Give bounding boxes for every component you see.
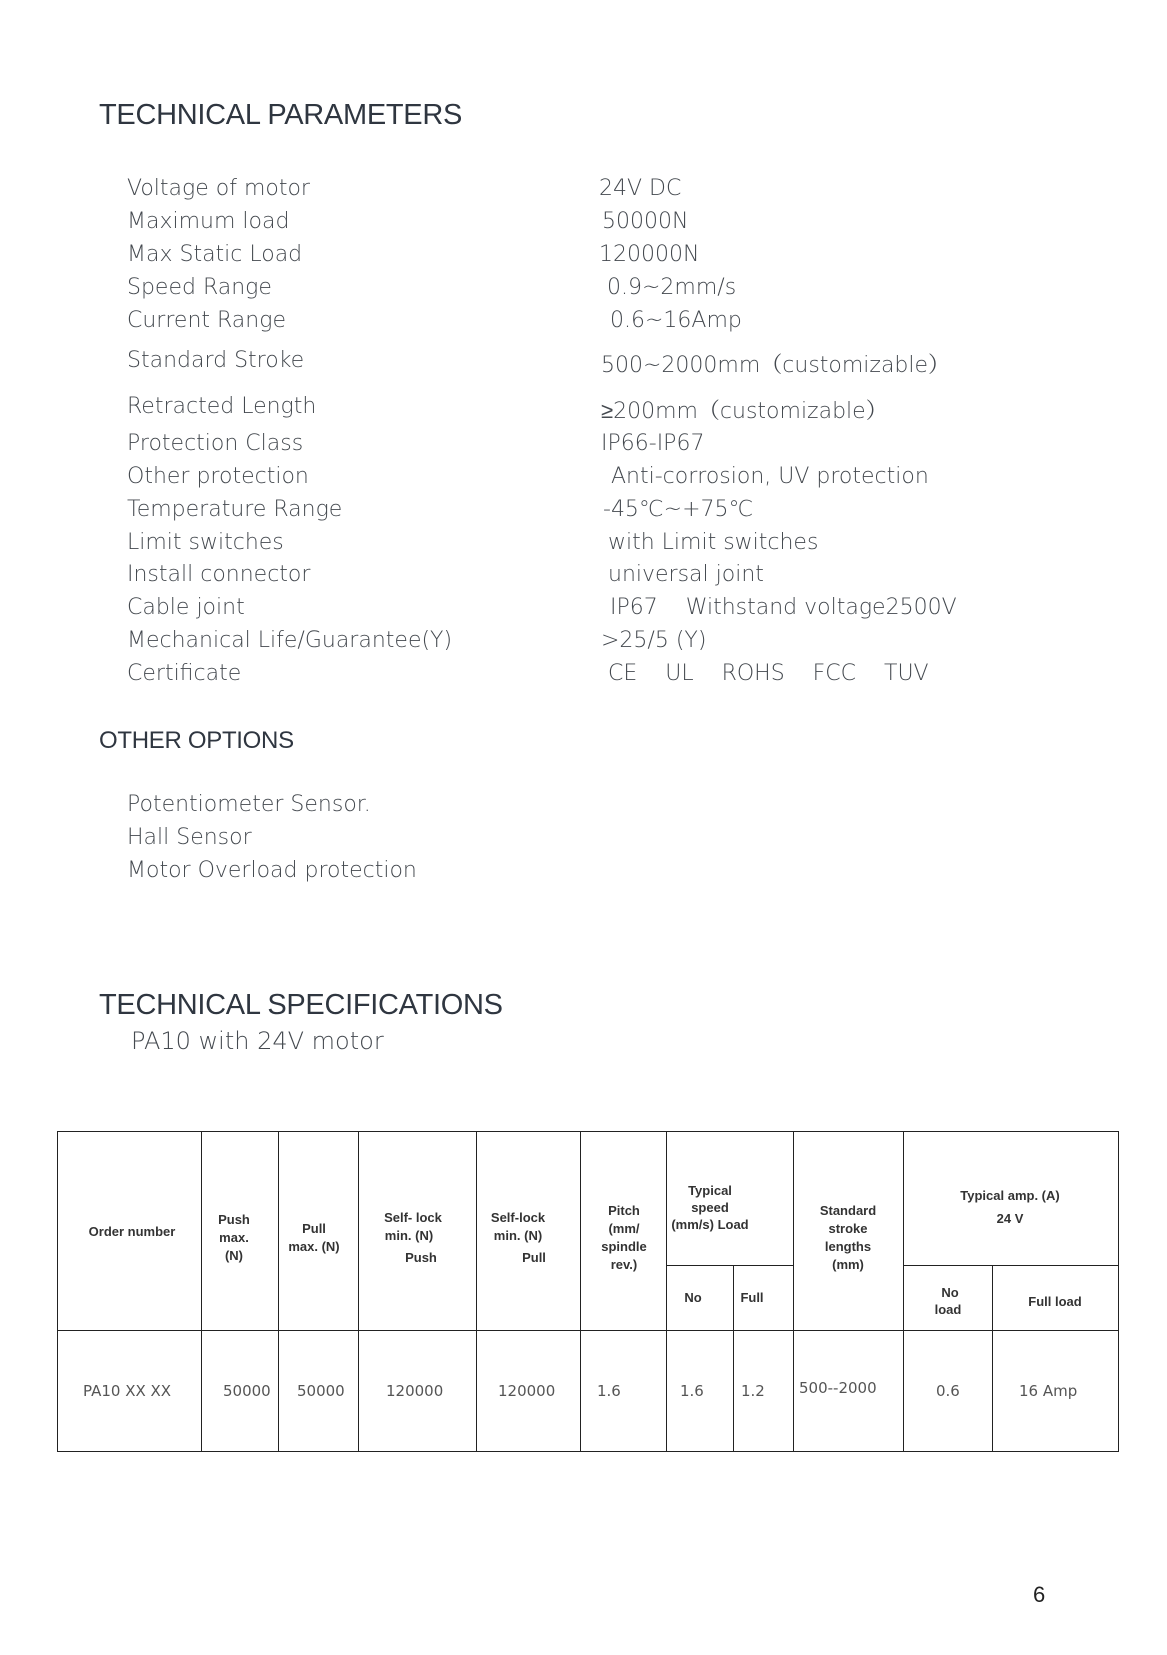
header-speed-full: Full <box>740 1290 764 1305</box>
param-label: Cable joint <box>127 595 245 620</box>
header-typical-speed: speed <box>691 1200 729 1215</box>
header-amp-no: load <box>934 1302 962 1317</box>
param-label: Certificate <box>127 661 242 686</box>
param-label: Other protection <box>127 464 309 489</box>
param-label: Standard Stroke <box>127 348 305 373</box>
specs-subtitle: PA10 with 24V motor <box>131 1027 384 1055</box>
cell-amp-full: 16 Amp <box>1019 1382 1078 1400</box>
param-label: Current Range <box>127 308 286 333</box>
param-label: Retracted Length <box>127 394 317 419</box>
param-value: 0.6~16Amp <box>610 308 742 333</box>
param-value: -45℃~+75℃ <box>603 497 754 522</box>
param-label: Temperature Range <box>127 497 343 522</box>
header-push-max: (N) <box>224 1248 244 1263</box>
param-label: Install connector <box>127 562 311 587</box>
header-self-lock-pull: Pull <box>522 1250 546 1265</box>
header-amp-no: No <box>941 1285 959 1300</box>
header-self-lock-push: min. (N) <box>384 1228 434 1243</box>
page-number: 6 <box>1033 1582 1046 1607</box>
header-push-max: max. <box>219 1230 249 1245</box>
param-label: Limit switches <box>127 530 284 555</box>
param-value: 120000N <box>599 242 700 267</box>
cell-order-number: PA10 XX XX <box>83 1382 172 1400</box>
cell-pitch: 1.6 <box>597 1382 621 1400</box>
param-label: Maximum load <box>127 209 290 234</box>
header-standard-stroke: lengths <box>824 1239 872 1254</box>
param-value: ≥200mm（customizable） <box>601 399 888 424</box>
param-value: 50000N <box>602 209 689 234</box>
spec-table <box>57 1131 1119 1452</box>
header-pull-max: max. (N) <box>288 1239 340 1254</box>
cell-amp-no: 0.6 <box>936 1382 960 1400</box>
header-standard-stroke: Standard <box>819 1203 877 1218</box>
cell-push-max: 50000 <box>223 1382 271 1400</box>
option-item: Motor Overload protection <box>127 858 417 883</box>
cell-pull-max: 50000 <box>297 1382 345 1400</box>
header-self-lock-push: Push <box>405 1250 437 1265</box>
header-pitch: Pitch <box>608 1203 640 1218</box>
param-label: Protection Class <box>127 431 304 456</box>
header-typical-amp: Typical amp. (A) <box>960 1188 1060 1203</box>
header-push-max: Push <box>218 1212 250 1227</box>
header-pitch: (mm/ <box>608 1221 640 1236</box>
header-standard-stroke: stroke <box>828 1221 868 1236</box>
param-value: IP67 Withstand voltage2500V <box>610 595 957 620</box>
params-title: TECHNICAL PARAMETERS <box>99 99 462 131</box>
options-title: OTHER OPTIONS <box>99 727 294 754</box>
header-pitch: rev.) <box>610 1257 638 1272</box>
header-order-number: Order number <box>88 1224 176 1239</box>
header-self-lock-pull: Self-lock <box>490 1210 546 1225</box>
header-pitch: spindle <box>601 1239 647 1254</box>
header-standard-stroke: (mm) <box>832 1257 864 1272</box>
header-typical-amp: 24 V <box>996 1211 1024 1226</box>
cell-stroke: 500--2000 <box>799 1379 877 1397</box>
cell-speed-full: 1.2 <box>741 1382 765 1400</box>
header-typical-speed: (mm/s) Load <box>671 1217 749 1232</box>
param-value: with Limit switches <box>608 530 819 555</box>
cell-speed-no: 1.6 <box>680 1382 704 1400</box>
param-label: Mechanical Life/Guarantee(Y) <box>127 628 453 653</box>
param-value: >25/5 (Y) <box>601 628 707 653</box>
header-speed-no: No <box>684 1290 702 1305</box>
cell-self-lock-push: 120000 <box>386 1382 444 1400</box>
option-item: Potentiometer Sensor. <box>127 792 371 817</box>
header-self-lock-push: Self- lock <box>384 1210 442 1225</box>
param-label: Voltage of motor <box>127 176 310 201</box>
specs-title: TECHNICAL SPECIFICATIONS <box>99 989 503 1021</box>
cell-self-lock-pull: 120000 <box>498 1382 556 1400</box>
option-item: Hall Sensor <box>127 825 252 850</box>
param-value: IP66-IP67 <box>601 431 705 456</box>
param-value: 24V DC <box>599 176 682 201</box>
param-value: Anti-corrosion, UV protection <box>611 464 929 489</box>
param-value: universal joint <box>608 562 764 587</box>
header-amp-full: Full load <box>1028 1294 1082 1309</box>
param-label: Max Static Load <box>127 242 303 267</box>
param-label: Speed Range <box>127 275 272 300</box>
param-value: CE UL ROHS FCC TUV <box>608 661 929 686</box>
header-typical-speed: Typical <box>688 1183 732 1198</box>
header-self-lock-pull: min. (N) <box>493 1228 543 1243</box>
header-pull-max: Pull <box>302 1221 326 1236</box>
param-value: 500~2000mm（customizable） <box>601 353 951 378</box>
param-value: 0.9~2mm/s <box>607 275 737 300</box>
